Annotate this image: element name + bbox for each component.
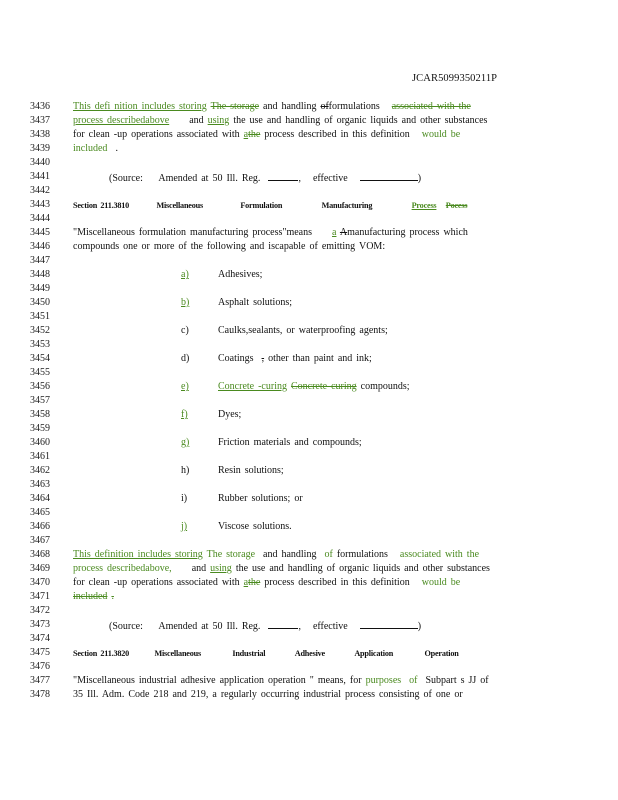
- line-number: 3455: [30, 367, 50, 378]
- list-item-letter: b): [181, 297, 190, 308]
- body-text: and handling: [263, 549, 317, 560]
- inserted-text: would be: [421, 129, 461, 140]
- body-text: formulations: [328, 101, 380, 112]
- line-number: 3449: [30, 283, 50, 294]
- list-item-text: Rubber solutions; or: [218, 493, 303, 504]
- date-blank: [360, 171, 418, 181]
- line-number: 3462: [30, 465, 50, 476]
- list-item-text-part: compounds;: [360, 381, 410, 392]
- line-number: 3477: [30, 675, 50, 686]
- body-text: "Miscellaneous industrial adhesive application operation " means, for: [73, 675, 362, 686]
- section-heading: [73, 201, 467, 210]
- line-number: 3439: [30, 143, 50, 154]
- deleted-text: associated with the: [391, 101, 471, 112]
- body-text: the use and handling of organic liquids and other substances: [235, 563, 490, 574]
- definition-paragraph: [73, 101, 471, 112]
- source-effective: effective: [312, 621, 348, 632]
- deleted-text: ,: [261, 353, 265, 364]
- list-item-text: Friction materials and compounds;: [218, 437, 362, 448]
- line-number: 3448: [30, 269, 50, 280]
- body-text: compounds one or more of the following and iscapable of emitting VOM:: [73, 241, 386, 252]
- section-word: Adhesive: [294, 649, 325, 658]
- body-text: Subpart s JJ of: [425, 675, 489, 686]
- deleted-text: included: [73, 591, 108, 602]
- line-number: 3444: [30, 213, 50, 224]
- line-number: 3441: [30, 171, 50, 182]
- definition-paragraph-line: [73, 241, 385, 252]
- deleted-text: A: [339, 227, 348, 238]
- inserted-text: process describedabove,: [73, 563, 172, 574]
- inserted-text: using: [207, 115, 230, 126]
- inserted-text: purposes: [365, 675, 402, 686]
- list-item-text: Viscose solutions.: [218, 521, 292, 532]
- inserted-text: a: [332, 227, 337, 238]
- line-number: 3474: [30, 633, 50, 644]
- section-heading: [73, 649, 459, 658]
- section-word: Operation: [424, 649, 459, 658]
- line-number: 3461: [30, 451, 50, 462]
- body-text: manufacturing process which: [347, 227, 468, 238]
- body-text: "Miscellaneous formulation manufacturing process"means: [73, 227, 312, 238]
- line-number: 3467: [30, 535, 50, 546]
- source-effective: effective: [312, 173, 348, 184]
- list-item-text: Dyes;: [218, 409, 242, 420]
- inserted-text: This defi nition includes storing: [73, 101, 207, 112]
- line-number: 3438: [30, 129, 50, 140]
- body-text: and handling: [263, 101, 317, 112]
- line-number: 3464: [30, 493, 50, 504]
- line-number: 3470: [30, 577, 50, 588]
- list-item-letter: i): [181, 493, 188, 504]
- document-code: JCAR5099350211P: [412, 73, 498, 84]
- line-number: 3463: [30, 479, 50, 490]
- body-text: for clean -up operations associated with: [73, 129, 240, 140]
- section-word: Miscellaneous: [156, 201, 203, 210]
- inserted-text: Process: [411, 201, 437, 210]
- definition-paragraph-line: [73, 129, 460, 140]
- source-close: ): [417, 173, 422, 184]
- list-item-letter: c): [181, 325, 189, 336]
- list-item-letter: a): [181, 269, 189, 280]
- inserted-text: This definition includes storing: [73, 549, 203, 560]
- line-number: 3436: [30, 101, 50, 112]
- definition-paragraph-line: [73, 563, 490, 574]
- line-number: 3473: [30, 619, 50, 630]
- section-word: Miscellaneous: [154, 649, 201, 658]
- source-label: (Source:: [109, 621, 143, 632]
- reg-blank: [268, 619, 298, 629]
- body-text: and: [191, 563, 207, 574]
- line-number: 3457: [30, 395, 50, 406]
- line-number: 3471: [30, 591, 50, 602]
- deleted-text: the: [248, 577, 261, 588]
- body-text: process described in this definition: [264, 577, 410, 588]
- list-item-text: [218, 381, 410, 392]
- line-number: 3447: [30, 255, 50, 266]
- definition-paragraph-line: [73, 675, 489, 686]
- definition-paragraph-line: [73, 227, 468, 238]
- source-comma: ,: [298, 173, 301, 184]
- list-item-text: Asphalt solutions;: [218, 297, 293, 308]
- body-text: and: [189, 115, 204, 126]
- line-number: 3437: [30, 115, 50, 126]
- line-number: 3475: [30, 647, 50, 658]
- list-item-letter: j): [181, 521, 188, 532]
- line-number: 3440: [30, 157, 50, 168]
- deleted-text: Concrete curing: [290, 381, 357, 392]
- source-amended: Amended at 50 Ill. Reg.: [158, 173, 261, 184]
- list-item-text: [218, 353, 372, 364]
- inserted-text: of: [409, 675, 418, 686]
- inserted-text: associated with the: [399, 549, 480, 560]
- deleted-text: the: [248, 129, 261, 140]
- list-item-letter: f): [181, 409, 188, 420]
- line-number: 3450: [30, 297, 50, 308]
- source-comma: ,: [298, 621, 301, 632]
- line-number: 3453: [30, 339, 50, 350]
- inserted-text: a: [243, 577, 249, 588]
- body-text: formulations: [336, 549, 388, 560]
- body-text: 35 Ill. Adm. Code 218 and 219, a regularly occurring industrial process consisting of one or: [73, 689, 463, 700]
- inserted-text: of: [324, 549, 333, 560]
- line-number: 3478: [30, 689, 50, 700]
- inserted-text: The storage: [206, 549, 256, 560]
- line-number: 3465: [30, 507, 50, 518]
- reg-blank: [268, 171, 298, 181]
- body-text: .: [115, 143, 118, 154]
- source-close: ): [417, 621, 422, 632]
- section-number: Section 211.3820: [73, 649, 130, 658]
- definition-paragraph-line: [73, 115, 487, 126]
- list-item-letter: e): [181, 381, 189, 392]
- deleted-text: .: [111, 591, 114, 602]
- line-number: 3468: [30, 549, 50, 560]
- source-label: (Source:: [109, 173, 143, 184]
- date-blank: [360, 619, 418, 629]
- list-item-letter: h): [181, 465, 190, 476]
- source-amended: Amended at 50 Ill. Reg.: [158, 621, 261, 632]
- line-number: 3442: [30, 185, 50, 196]
- line-number: 3460: [30, 437, 50, 448]
- line-number: 3469: [30, 563, 50, 574]
- definition-paragraph-line: [73, 577, 460, 588]
- line-number: 3443: [30, 199, 50, 210]
- inserted-text: included: [73, 143, 108, 154]
- deleted-text: The storage: [210, 101, 260, 112]
- section-word: Industrial: [232, 649, 266, 658]
- body-text: for clean -up operations associated with: [73, 577, 240, 588]
- line-number: 3466: [30, 521, 50, 532]
- list-item-text: Resin solutions;: [218, 465, 284, 476]
- definition-paragraph: [73, 549, 479, 560]
- body-text: process described in this definition: [264, 129, 410, 140]
- definition-paragraph-line: [73, 591, 114, 602]
- list-item-text: Adhesives;: [218, 269, 263, 280]
- inserted-text: would be: [421, 577, 461, 588]
- line-number: 3451: [30, 311, 50, 322]
- list-item-text-part: other than paint and ink;: [268, 353, 372, 364]
- line-number: 3454: [30, 353, 50, 364]
- line-number: 3459: [30, 423, 50, 434]
- definition-paragraph-line: [73, 143, 118, 154]
- inserted-text: a: [243, 129, 249, 140]
- body-text: the use and handling of organic liquids and other substances: [233, 115, 488, 126]
- line-number: 3445: [30, 227, 50, 238]
- line-number: 3456: [30, 381, 50, 392]
- deleted-text: Pocess: [445, 201, 468, 210]
- line-number: 3476: [30, 661, 50, 672]
- list-item-letter: d): [181, 353, 190, 364]
- list-item-letter: g): [181, 437, 190, 448]
- inserted-text: process describedabove: [73, 115, 170, 126]
- line-number: 3446: [30, 241, 50, 252]
- inserted-text: Concrete -curing: [218, 381, 287, 392]
- deleted-text: of: [320, 101, 329, 112]
- section-word: Application: [354, 649, 394, 658]
- source-note: [109, 619, 421, 632]
- list-item-text-part: Coatings: [218, 353, 254, 364]
- definition-paragraph-line: [73, 689, 463, 700]
- line-number: 3472: [30, 605, 50, 616]
- inserted-text: using: [210, 563, 232, 574]
- section-number: Section 211.3810: [73, 201, 130, 210]
- line-number: 3452: [30, 325, 50, 336]
- line-number: 3458: [30, 409, 50, 420]
- list-item-text: Caulks,sealants, or waterproofing agents;: [218, 325, 388, 336]
- source-note: [109, 171, 421, 184]
- section-word: Manufacturing: [321, 201, 373, 210]
- section-word: Formulation: [240, 201, 283, 210]
